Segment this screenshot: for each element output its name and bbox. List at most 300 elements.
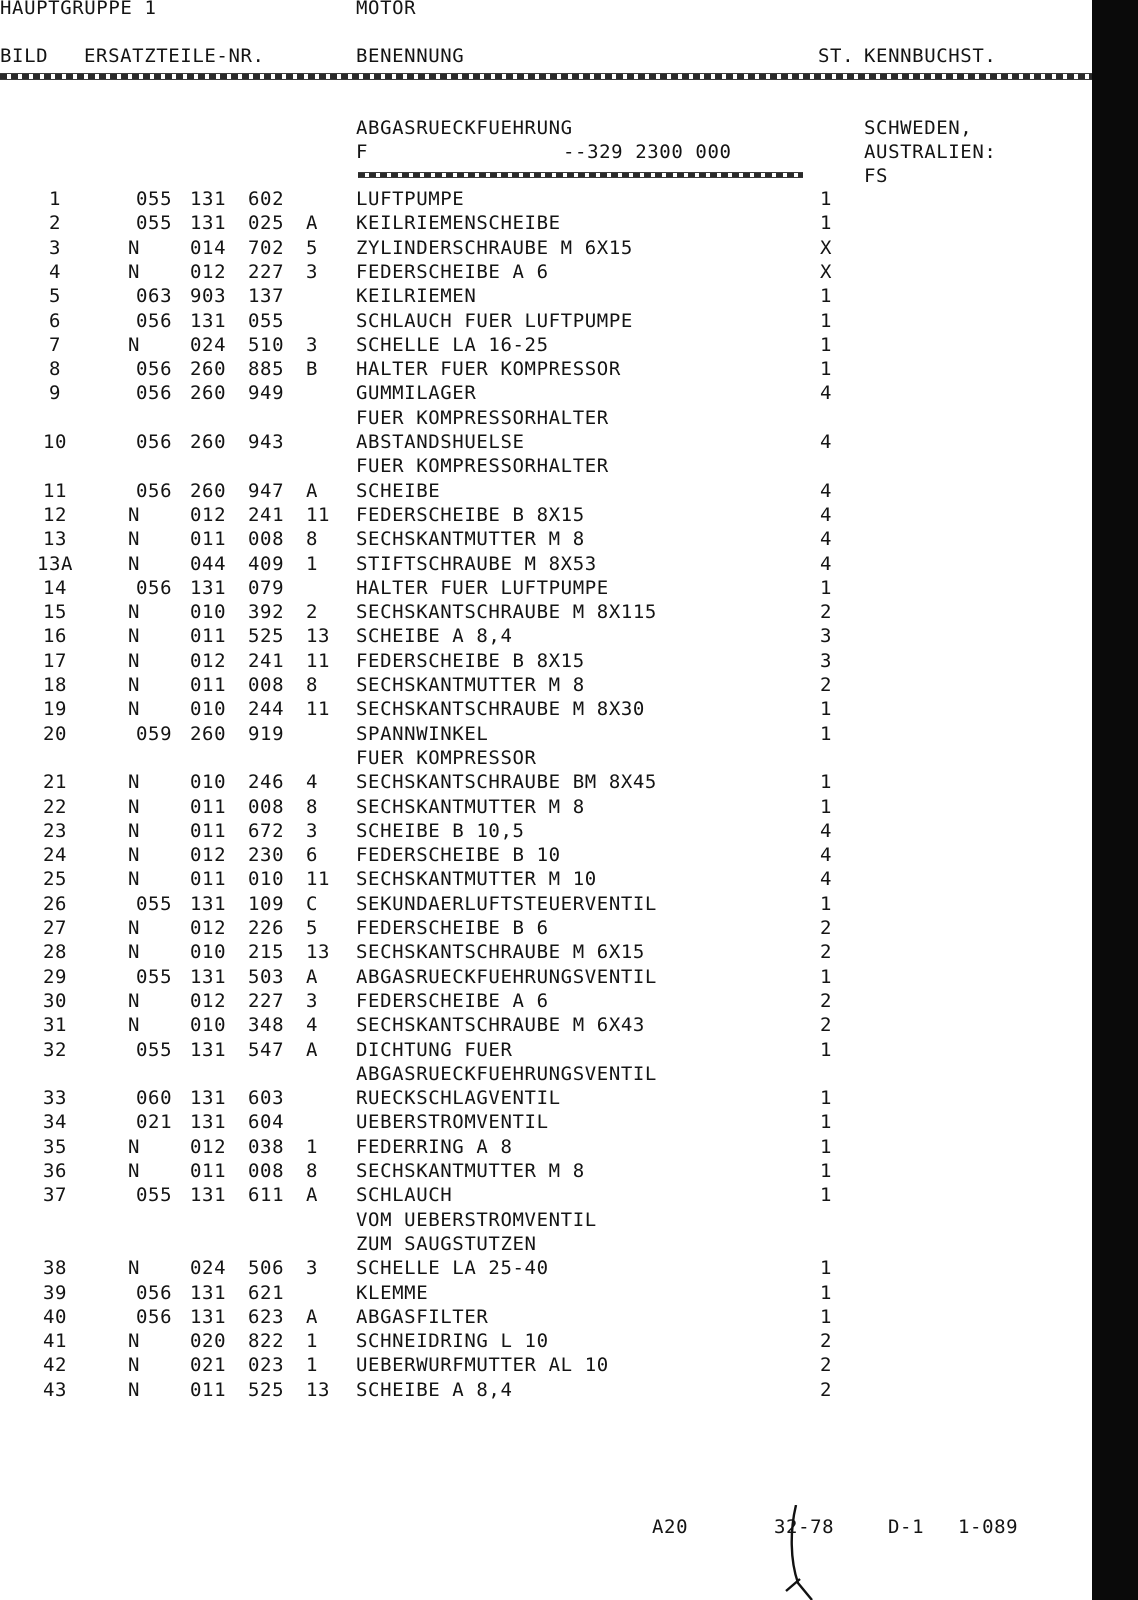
part-suffix: 11 (306, 649, 331, 672)
part-group-3: 137 (248, 285, 285, 308)
part-group-2: 011 (190, 868, 227, 891)
quantity: 1 (819, 722, 833, 745)
part-group-2: 010 (190, 601, 227, 624)
part-suffix: A (306, 1038, 319, 1061)
table-row (0, 187, 1092, 211)
part-group-3: 008 (248, 1160, 285, 1182)
part-group-1: 056 (136, 1281, 173, 1304)
part-group-3: 055 (248, 309, 285, 332)
part-name: SCHEIBE B 10,5 (356, 819, 525, 842)
bild-number: 13 (42, 528, 68, 551)
part-group-1: 055 (136, 965, 173, 988)
part-suffix: 4 (306, 771, 319, 794)
part-group-2: 260 (190, 431, 227, 453)
part-suffix: 3 (306, 1257, 319, 1280)
part-suffix: 1 (306, 1330, 319, 1353)
table-row (0, 479, 1092, 503)
part-suffix: 8 (306, 1160, 319, 1182)
part-name: SECHSKANTSCHRAUBE M 8X115 (356, 601, 657, 624)
part-suffix: 11 (306, 698, 331, 721)
section-number: --329 2300 000 (563, 141, 732, 163)
quantity: 1 (819, 333, 833, 356)
quantity: 1 (819, 965, 833, 988)
part-name: FEDERSCHEIBE B 10 (356, 844, 561, 867)
part-group-3: 010 (248, 868, 285, 891)
part-suffix: 13 (306, 941, 331, 964)
part-group-3: 227 (248, 989, 285, 1012)
part-name: HALTER FUER KOMPRESSOR (356, 358, 621, 381)
part-group-3: 822 (248, 1330, 285, 1353)
part-group-3: 947 (248, 479, 285, 502)
part-suffix: 1 (306, 1135, 319, 1158)
part-group-2: 260 (190, 722, 227, 745)
quantity: 1 (819, 1038, 833, 1061)
table-row (0, 552, 1092, 576)
bild-number: 33 (42, 1087, 68, 1110)
part-prefix: N (128, 771, 141, 794)
part-group-2: 012 (190, 649, 227, 672)
part-group-1: 063 (136, 285, 173, 308)
bild-number: 9 (48, 382, 62, 405)
part-group-1: 056 (136, 479, 173, 502)
part-name: KLEMME (356, 1281, 429, 1304)
col-header-part-no: ERSATZTEILE-NR. (84, 45, 265, 67)
bild-number: 31 (42, 1014, 68, 1037)
bild-number: 7 (48, 333, 62, 356)
part-group-3: 227 (248, 260, 285, 283)
part-suffix: 8 (306, 674, 319, 696)
table-row (0, 211, 1092, 235)
part-name: ABGASRUECKFUEHRUNGSVENTIL (356, 1062, 657, 1085)
part-suffix: 1 (306, 552, 319, 575)
part-group-2: 131 (190, 1038, 227, 1061)
table-row (0, 1378, 1092, 1402)
part-group-2: 131 (190, 892, 227, 915)
quantity: 3 (819, 625, 833, 648)
bild-number: 3 (48, 236, 62, 259)
table-row (0, 333, 1092, 357)
part-group-3: 702 (248, 236, 285, 259)
part-group-2: 012 (190, 503, 227, 526)
group-name: MOTOR (356, 0, 417, 19)
bild-number: 21 (42, 771, 68, 794)
part-group-3: 672 (248, 819, 285, 842)
part-group-1: 060 (136, 1087, 173, 1110)
part-name: ABSTANDSHUELSE (356, 431, 525, 453)
part-name: SCHEIBE A 8,4 (356, 1378, 513, 1401)
bild-number: 18 (42, 674, 68, 696)
part-suffix: 3 (306, 989, 319, 1012)
part-prefix: N (128, 1135, 141, 1158)
bild-number: 16 (42, 625, 68, 648)
part-group-3: 023 (248, 1354, 285, 1377)
part-group-3: 038 (248, 1135, 285, 1158)
bild-number: 19 (42, 698, 68, 721)
part-name: FEDERSCHEIBE B 6 (356, 917, 549, 939)
part-name: GUMMILAGER (356, 382, 477, 405)
bild-number: 10 (42, 431, 68, 453)
table-row (0, 770, 1092, 794)
part-prefix: N (128, 503, 141, 526)
part-group-2: 020 (190, 1330, 227, 1353)
part-group-1: 056 (136, 1305, 173, 1328)
bild-number: 43 (42, 1378, 68, 1401)
part-name: FEDERSCHEIBE A 6 (356, 260, 549, 283)
pen-stroke-mark (770, 1505, 830, 1600)
bild-number: 35 (42, 1135, 68, 1158)
part-prefix: N (128, 601, 141, 624)
quantity: 1 (819, 795, 833, 818)
part-name: HALTER FUER LUFTPUMPE (356, 576, 609, 599)
part-prefix: N (128, 1160, 141, 1182)
part-prefix: N (128, 941, 141, 964)
part-suffix: A (306, 1305, 319, 1328)
part-suffix: B (306, 358, 319, 381)
quantity: 1 (819, 1111, 833, 1134)
quantity: 1 (819, 212, 833, 235)
part-name: SCHLAUCH FUER LUFTPUMPE (356, 309, 633, 332)
bild-number: 25 (42, 868, 68, 891)
part-prefix: N (128, 528, 141, 551)
table-row (0, 430, 1092, 454)
table-row (0, 527, 1092, 551)
table-row (0, 406, 1092, 430)
quantity: X (819, 260, 833, 283)
part-name: LUFTPUMPE (356, 188, 465, 210)
footer-code: A20 (652, 1516, 689, 1538)
col-header-qty: ST. (818, 45, 855, 67)
part-suffix: 2 (306, 601, 319, 624)
table-row (0, 1183, 1092, 1207)
part-group-3: 025 (248, 212, 285, 235)
part-prefix: N (128, 1354, 141, 1377)
part-name: FEDERSCHEIBE B 8X15 (356, 503, 585, 526)
part-group-2: 131 (190, 965, 227, 988)
part-name: STIFTSCHRAUBE M 8X53 (356, 552, 597, 575)
group-label: HAUPTGRUPPE 1 (0, 0, 157, 19)
part-group-2: 131 (190, 576, 227, 599)
part-group-1: 055 (136, 1184, 173, 1207)
part-prefix: N (128, 868, 141, 891)
part-group-3: 525 (248, 1378, 285, 1401)
part-name: SECHSKANTMUTTER M 8 (356, 674, 585, 696)
part-group-3: 079 (248, 576, 285, 599)
quantity: 4 (819, 503, 833, 526)
part-name: SECHSKANTSCHRAUBE M 6X15 (356, 941, 645, 964)
part-group-1: 056 (136, 358, 173, 381)
part-group-2: 024 (190, 333, 227, 356)
part-name: SEKUNDAERLUFTSTEUERVENTIL (356, 892, 657, 915)
quantity: 2 (819, 674, 833, 696)
part-group-2: 021 (190, 1354, 227, 1377)
table-row (0, 1135, 1092, 1159)
table-row (0, 795, 1092, 819)
bild-number: 38 (42, 1257, 68, 1280)
part-group-3: 621 (248, 1281, 285, 1304)
part-group-3: 602 (248, 188, 285, 210)
part-suffix: 13 (306, 625, 331, 648)
part-group-2: 011 (190, 795, 227, 818)
quantity: 2 (819, 1378, 833, 1401)
table-row (0, 697, 1092, 721)
bild-number: 34 (42, 1111, 68, 1134)
table-row (0, 576, 1092, 600)
bild-number: 26 (42, 892, 68, 915)
part-group-2: 010 (190, 771, 227, 794)
part-group-2: 131 (190, 309, 227, 332)
quantity: 2 (819, 1014, 833, 1037)
part-group-2: 131 (190, 1111, 227, 1134)
section-prefix: F (356, 141, 369, 163)
part-name: SCHLAUCH (356, 1184, 453, 1207)
bild-number: 41 (42, 1330, 68, 1353)
part-prefix: N (128, 625, 141, 648)
part-prefix: N (128, 649, 141, 672)
part-prefix: N (128, 1378, 141, 1401)
part-suffix: C (306, 892, 319, 915)
table-row (0, 1110, 1092, 1134)
bild-number: 13A (36, 552, 74, 575)
bild-number: 4 (48, 260, 62, 283)
part-prefix: N (128, 1014, 141, 1037)
table-row (0, 1086, 1092, 1110)
part-name: SECHSKANTMUTTER M 8 (356, 795, 585, 818)
table-row (0, 1208, 1092, 1232)
part-group-3: 215 (248, 941, 285, 964)
table-row (0, 1013, 1092, 1037)
table-row (0, 1329, 1092, 1353)
quantity: 4 (819, 819, 833, 842)
country-note-line1: SCHWEDEN, (864, 117, 973, 139)
part-prefix: N (128, 989, 141, 1012)
bild-number: 6 (48, 309, 62, 332)
section-title: ABGASRUECKFUEHRUNG (356, 117, 573, 139)
quantity: 1 (819, 1257, 833, 1280)
part-group-3: 943 (248, 431, 285, 453)
scan-edge (1092, 0, 1138, 1600)
part-group-3: 008 (248, 528, 285, 551)
bild-number: 24 (42, 844, 68, 867)
part-prefix: N (128, 819, 141, 842)
table-row (0, 1038, 1092, 1062)
bild-number: 1 (48, 188, 62, 210)
part-group-3: 919 (248, 722, 285, 745)
part-suffix: 3 (306, 260, 319, 283)
table-row (0, 454, 1092, 478)
part-group-3: 525 (248, 625, 285, 648)
table-row (0, 600, 1092, 624)
quantity: 2 (819, 601, 833, 624)
part-suffix: A (306, 965, 319, 988)
bild-number: 8 (48, 358, 62, 381)
part-group-2: 014 (190, 236, 227, 259)
part-prefix: N (128, 674, 141, 696)
part-group-2: 011 (190, 528, 227, 551)
part-name: ZYLINDERSCHRAUBE M 6X15 (356, 236, 633, 259)
quantity: 4 (819, 552, 833, 575)
part-name: SECHSKANTSCHRAUBE M 6X43 (356, 1014, 645, 1037)
table-row (0, 1159, 1092, 1183)
part-name: SECHSKANTSCHRAUBE M 8X30 (356, 698, 645, 721)
part-name: SCHELLE LA 16-25 (356, 333, 549, 356)
part-group-2: 011 (190, 1378, 227, 1401)
part-suffix: 6 (306, 844, 319, 867)
col-header-name: BENENNUNG (356, 45, 465, 67)
part-prefix: N (128, 1330, 141, 1353)
table-row (0, 722, 1092, 746)
quantity: 1 (819, 576, 833, 599)
part-name: SECHSKANTMUTTER M 8 (356, 528, 585, 551)
table-row (0, 843, 1092, 867)
part-name: ABGASFILTER (356, 1305, 489, 1328)
part-group-3: 506 (248, 1257, 285, 1280)
part-name: UEBERSTROMVENTIL (356, 1111, 549, 1134)
part-suffix: A (306, 1184, 319, 1207)
part-group-2: 010 (190, 941, 227, 964)
part-suffix: 3 (306, 819, 319, 842)
part-suffix: 8 (306, 528, 319, 551)
bild-number: 36 (42, 1160, 68, 1182)
quantity: 4 (819, 479, 833, 502)
table-row (0, 940, 1092, 964)
part-group-2: 011 (190, 674, 227, 696)
quantity: 1 (819, 285, 833, 308)
part-suffix: 4 (306, 1014, 319, 1037)
part-group-1: 055 (136, 188, 173, 210)
part-suffix: A (306, 479, 319, 502)
part-name: SECHSKANTSCHRAUBE BM 8X45 (356, 771, 657, 794)
part-group-3: 246 (248, 771, 285, 794)
part-name: RUECKSCHLAGVENTIL (356, 1087, 561, 1110)
part-suffix: 1 (306, 1354, 319, 1377)
quantity: 4 (819, 431, 833, 453)
table-row (0, 892, 1092, 916)
table-row (0, 284, 1092, 308)
part-group-1: 056 (136, 309, 173, 332)
table-row (0, 503, 1092, 527)
part-prefix: N (128, 844, 141, 867)
bild-number: 15 (42, 601, 68, 624)
part-name: SECHSKANTMUTTER M 8 (356, 1160, 585, 1182)
part-group-2: 044 (190, 552, 227, 575)
part-group-3: 008 (248, 795, 285, 818)
part-group-3: 241 (248, 503, 285, 526)
part-group-1: 056 (136, 382, 173, 405)
table-row (0, 989, 1092, 1013)
quantity: 1 (819, 771, 833, 794)
table-row (0, 624, 1092, 648)
bild-number: 2 (48, 212, 62, 235)
part-group-2: 012 (190, 917, 227, 939)
country-note-line3: FS (864, 165, 889, 187)
part-prefix: N (128, 552, 141, 575)
quantity: 1 (819, 1087, 833, 1110)
bild-number: 20 (42, 722, 68, 745)
part-name: FUER KOMPRESSORHALTER (356, 455, 609, 478)
part-group-3: 008 (248, 674, 285, 696)
quantity: 1 (819, 1305, 833, 1328)
quantity: 2 (819, 941, 833, 964)
footer-date: 32-78 (774, 1516, 835, 1538)
bild-number: 12 (42, 503, 68, 526)
bild-number: 37 (42, 1184, 68, 1207)
footer-region: D-1 (888, 1516, 925, 1538)
part-group-1: 059 (136, 722, 173, 745)
part-name: FEDERSCHEIBE A 6 (356, 989, 549, 1012)
part-name: ZUM SAUGSTUTZEN (356, 1232, 537, 1255)
part-group-2: 010 (190, 698, 227, 721)
part-group-2: 260 (190, 382, 227, 405)
part-suffix: 8 (306, 795, 319, 818)
table-row (0, 867, 1092, 891)
part-group-3: 949 (248, 382, 285, 405)
part-group-3: 392 (248, 601, 285, 624)
part-group-3: 241 (248, 649, 285, 672)
part-group-3: 611 (248, 1184, 285, 1207)
part-group-3: 503 (248, 965, 285, 988)
bild-number: 5 (48, 285, 62, 308)
table-row (0, 1256, 1092, 1280)
table-row (0, 260, 1092, 284)
part-group-2: 131 (190, 188, 227, 210)
quantity: 1 (819, 892, 833, 915)
part-suffix: A (306, 212, 319, 235)
part-suffix: 5 (306, 917, 319, 939)
part-group-2: 903 (190, 285, 227, 308)
table-row (0, 965, 1092, 989)
part-suffix: 11 (306, 868, 331, 891)
part-name: FUER KOMPRESSOR (356, 746, 537, 769)
part-group-1: 056 (136, 431, 173, 453)
part-group-2: 012 (190, 989, 227, 1012)
part-name: FUER KOMPRESSORHALTER (356, 406, 609, 429)
part-group-1: 055 (136, 1038, 173, 1061)
quantity: 1 (819, 188, 833, 210)
part-group-2: 131 (190, 212, 227, 235)
part-name: SCHEIBE (356, 479, 441, 502)
part-group-2: 011 (190, 625, 227, 648)
part-suffix: 5 (306, 236, 319, 259)
table-row (0, 236, 1092, 260)
part-name: KEILRIEMEN (356, 285, 477, 308)
col-header-code: KENNBUCHST. (864, 45, 997, 67)
table-row (0, 381, 1092, 405)
part-prefix: N (128, 260, 141, 283)
part-group-2: 010 (190, 1014, 227, 1037)
part-prefix: N (128, 236, 141, 259)
part-group-3: 547 (248, 1038, 285, 1061)
table-row (0, 1305, 1092, 1329)
part-group-3: 623 (248, 1305, 285, 1328)
part-group-2: 012 (190, 844, 227, 867)
table-row (0, 1281, 1092, 1305)
quantity: 4 (819, 844, 833, 867)
table-row (0, 746, 1092, 770)
bild-number: 23 (42, 819, 68, 842)
part-name: SPANNWINKEL (356, 722, 489, 745)
quantity: 1 (819, 358, 833, 381)
table-row (0, 357, 1092, 381)
part-suffix: 11 (306, 503, 331, 526)
part-name: VOM UEBERSTROMVENTIL (356, 1208, 597, 1231)
bild-number: 28 (42, 941, 68, 964)
table-row (0, 1353, 1092, 1377)
part-suffix: 13 (306, 1378, 331, 1401)
table-row (0, 1062, 1092, 1086)
part-name: FEDERRING A 8 (356, 1135, 513, 1158)
part-group-3: 348 (248, 1014, 285, 1037)
quantity: 2 (819, 1354, 833, 1377)
